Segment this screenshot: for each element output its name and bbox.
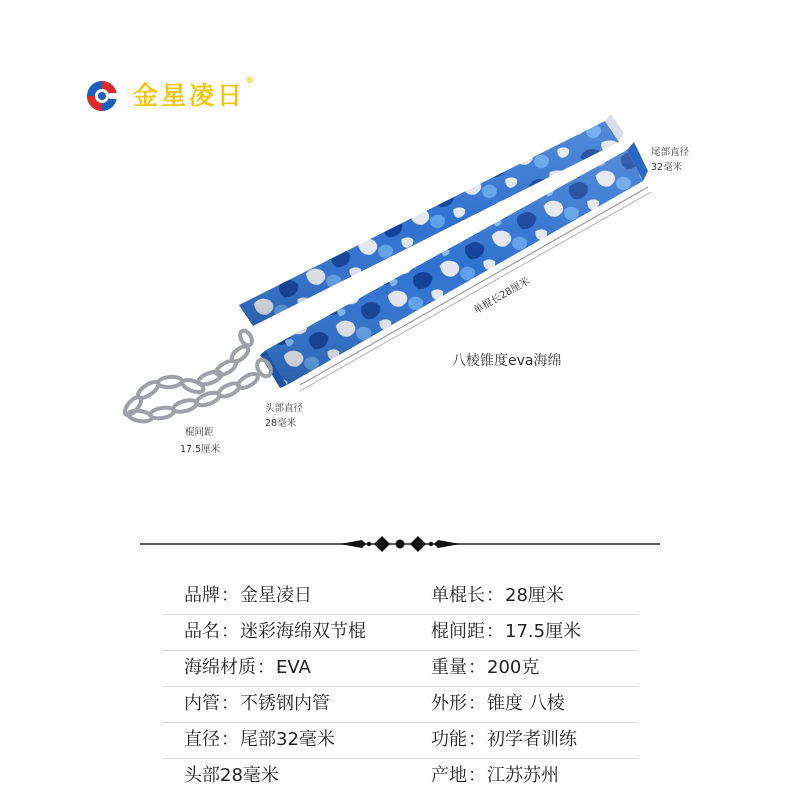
- head-label: 头部直径: [265, 403, 304, 414]
- spec-left: 内管：不锈钢内管: [184, 693, 330, 714]
- chain: [122, 329, 274, 423]
- gap-label: 棍间距: [185, 427, 214, 438]
- ornament-divider: [140, 532, 660, 556]
- spec-right: 单棍长：28厘米: [431, 585, 564, 606]
- spec-left: 直径：尾部32毫米: [184, 729, 335, 750]
- spec-left: 品牌：金星凌日: [184, 585, 312, 606]
- spec-row: [163, 758, 638, 794]
- length-label: 单棍长28厘米: [472, 275, 532, 317]
- gap-value: 17.5厘米: [180, 444, 221, 455]
- spec-left: 海绵材质：EVA: [184, 657, 311, 678]
- head-value: 28毫米: [265, 418, 297, 429]
- brand-name: 金星凌日®: [133, 76, 255, 110]
- spec-row: [163, 686, 638, 723]
- spec-right: 重量：200克: [431, 657, 540, 678]
- spec-right: 产地：江苏苏州: [431, 765, 559, 786]
- tail-value: 32毫米: [651, 162, 683, 173]
- head-diameter-annotation: [265, 401, 303, 431]
- spec-right: 功能：初学者训练: [431, 729, 577, 750]
- spec-row: [163, 650, 638, 687]
- spec-right: 外形：锥度 八棱: [431, 693, 565, 714]
- spec-left: 品名：迷彩海绵双节棍: [184, 621, 366, 642]
- spec-row: [163, 578, 638, 615]
- tail-diameter-annotation: [651, 145, 689, 175]
- spec-right: 棍间距：17.5厘米: [431, 621, 582, 642]
- tail-label: 尾部直径: [651, 147, 690, 158]
- spec-left: 头部28毫米: [184, 765, 279, 786]
- feature-label: 八棱锥度eva海绵: [452, 353, 562, 369]
- registered-mark: ®: [245, 76, 255, 86]
- spec-row: [163, 722, 638, 759]
- spec-row: [163, 614, 638, 651]
